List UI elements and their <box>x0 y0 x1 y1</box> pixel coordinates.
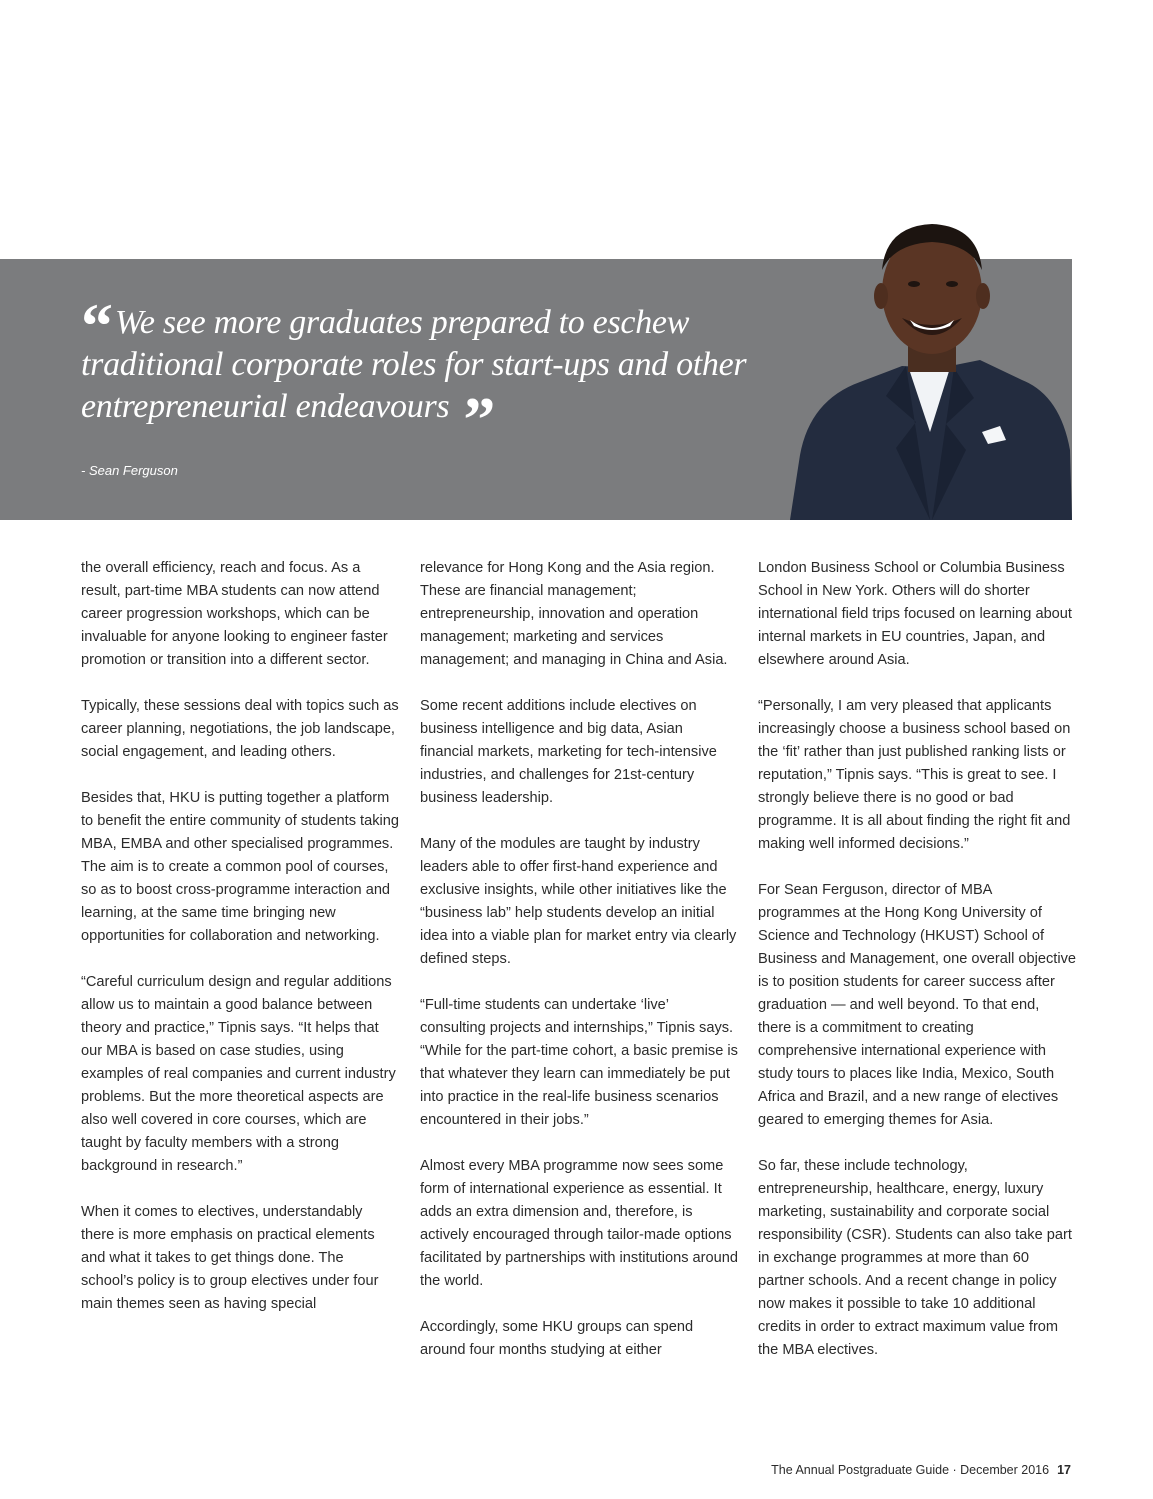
paragraph: Almost every MBA programme now sees some form of international experience as essential. It adds an extra dimension and, therefore, is actively encouraged through tailor-made options facilitated by partnerships with institutions around the world. <box>420 1158 738 1289</box>
page-footer <box>771 1463 1071 1477</box>
paragraph: Typically, these sessions deal with topics such as career planning, negotiations, the job landscape, social engagement, and leading others. <box>81 698 399 760</box>
paragraph: Besides that, HKU is putting together a platform to benefit the entire community of students taking MBA, EMBA and other specialised programmes. The aim is to create a common pool of courses, so as to boost cross-programme interaction and learning, at the same time bringing new opportunities for collaboration and networking. <box>81 790 399 944</box>
paragraph: When it comes to electives, understandably there is more emphasis on practical elements and what it takes to get things done. The school’s policy is to group electives under four main themes seen as having special <box>81 1204 379 1312</box>
paragraph: Accordingly, some HKU groups can spend around four months studying at either <box>420 1319 694 1358</box>
paragraph: relevance for Hong Kong and the Asia region. These are financial management; entrepreneurship, innovation and operation management; marketing and services management; and managing in China and Asia. <box>420 560 728 668</box>
paragraph: Many of the modules are taught by industry leaders able to offer first-hand experience and exclusive insights, while other initiatives like the “business lab” help students develop an initial idea into a viable plan for market entry via clearly defined steps. <box>420 836 737 967</box>
close-quote-mark: ” <box>463 384 490 455</box>
paragraph: For Sean Ferguson, director of MBA programmes at the Hong Kong University of Science and Technology (HKUST) School of Business and Management, one overall objective is to position students for career success after graduation — and well beyond. To that end, there is a commitment to creating comprehensive international experience with study tours to places like India, Mexico, South Africa and Brazil, and a new range of electives geared to emerging themes for Asia. <box>758 882 1077 1128</box>
article-column-1 <box>81 557 399 1339</box>
paragraph: So far, these include technology, entrepreneurship, healthcare, energy, luxury marketing, sustainability and corporate social responsibility (CSR). Students can also take part in exchange programmes at more than 60 partner schools. And a recent change in policy now makes it possible to take 10 additional credits in order to extract maximum value from the MBA electives. <box>758 1158 1072 1358</box>
page-number: 17 <box>1057 1463 1071 1477</box>
open-quote-mark: “ <box>81 290 107 361</box>
article-column-3 <box>758 557 1076 1385</box>
paragraph: London Business School or Columbia Business School in New York. Others will do shorter international field trips focused on learning about internal markets in EU countries, Japan, and elsewhere around Asia. <box>758 560 1072 668</box>
paragraph: the overall efficiency, reach and focus. As a result, part-time MBA students can now attend career progression workshops, which can be invaluable for anyone looking to engineer faster promotion or transition into a different sector. <box>81 560 388 668</box>
quote-attribution: - Sean Ferguson <box>81 463 178 478</box>
paragraph: Some recent additions include electives on business intelligence and big data, Asian financial markets, marketing for tech-intensive industries, and challenges for 21st-century business leadership. <box>420 698 717 806</box>
portrait-photo <box>790 200 1072 520</box>
pull-quote <box>81 290 781 455</box>
article-column-2 <box>420 557 738 1385</box>
paragraph: “Full-time students can undertake ‘live’ consulting projects and internships,” Tipnis says. “While for the part-time cohort, a basic premise is that whatever they learn can immediately be put into practice in the real-life business scenarios encountered in their jobs.” <box>420 997 738 1128</box>
publication-info: The Annual Postgraduate Guide · December 2016 <box>771 1463 1050 1477</box>
paragraph: “Careful curriculum design and regular additions allow us to maintain a good balance between theory and practice,” Tipnis says. “It helps that our MBA is based on case studies, using examples of real companies and current industry problems. But the more theoretical aspects are also well covered in core courses, which are taught by faculty members with a strong background in research.” <box>81 974 396 1174</box>
paragraph: “Personally, I am very pleased that applicants increasingly choose a business school based on the ‘fit’ rather than just published ranking lists or reputation,” Tipnis says. “This is great to see. I strongly believe there is no good or bad programme. It is all about finding the right fit and making well informed decisions.” <box>758 698 1071 852</box>
pull-quote-text: We see more graduates prepared to eschew traditional corporate roles for start-ups and other entrepreneurial endeavours <box>81 304 747 425</box>
